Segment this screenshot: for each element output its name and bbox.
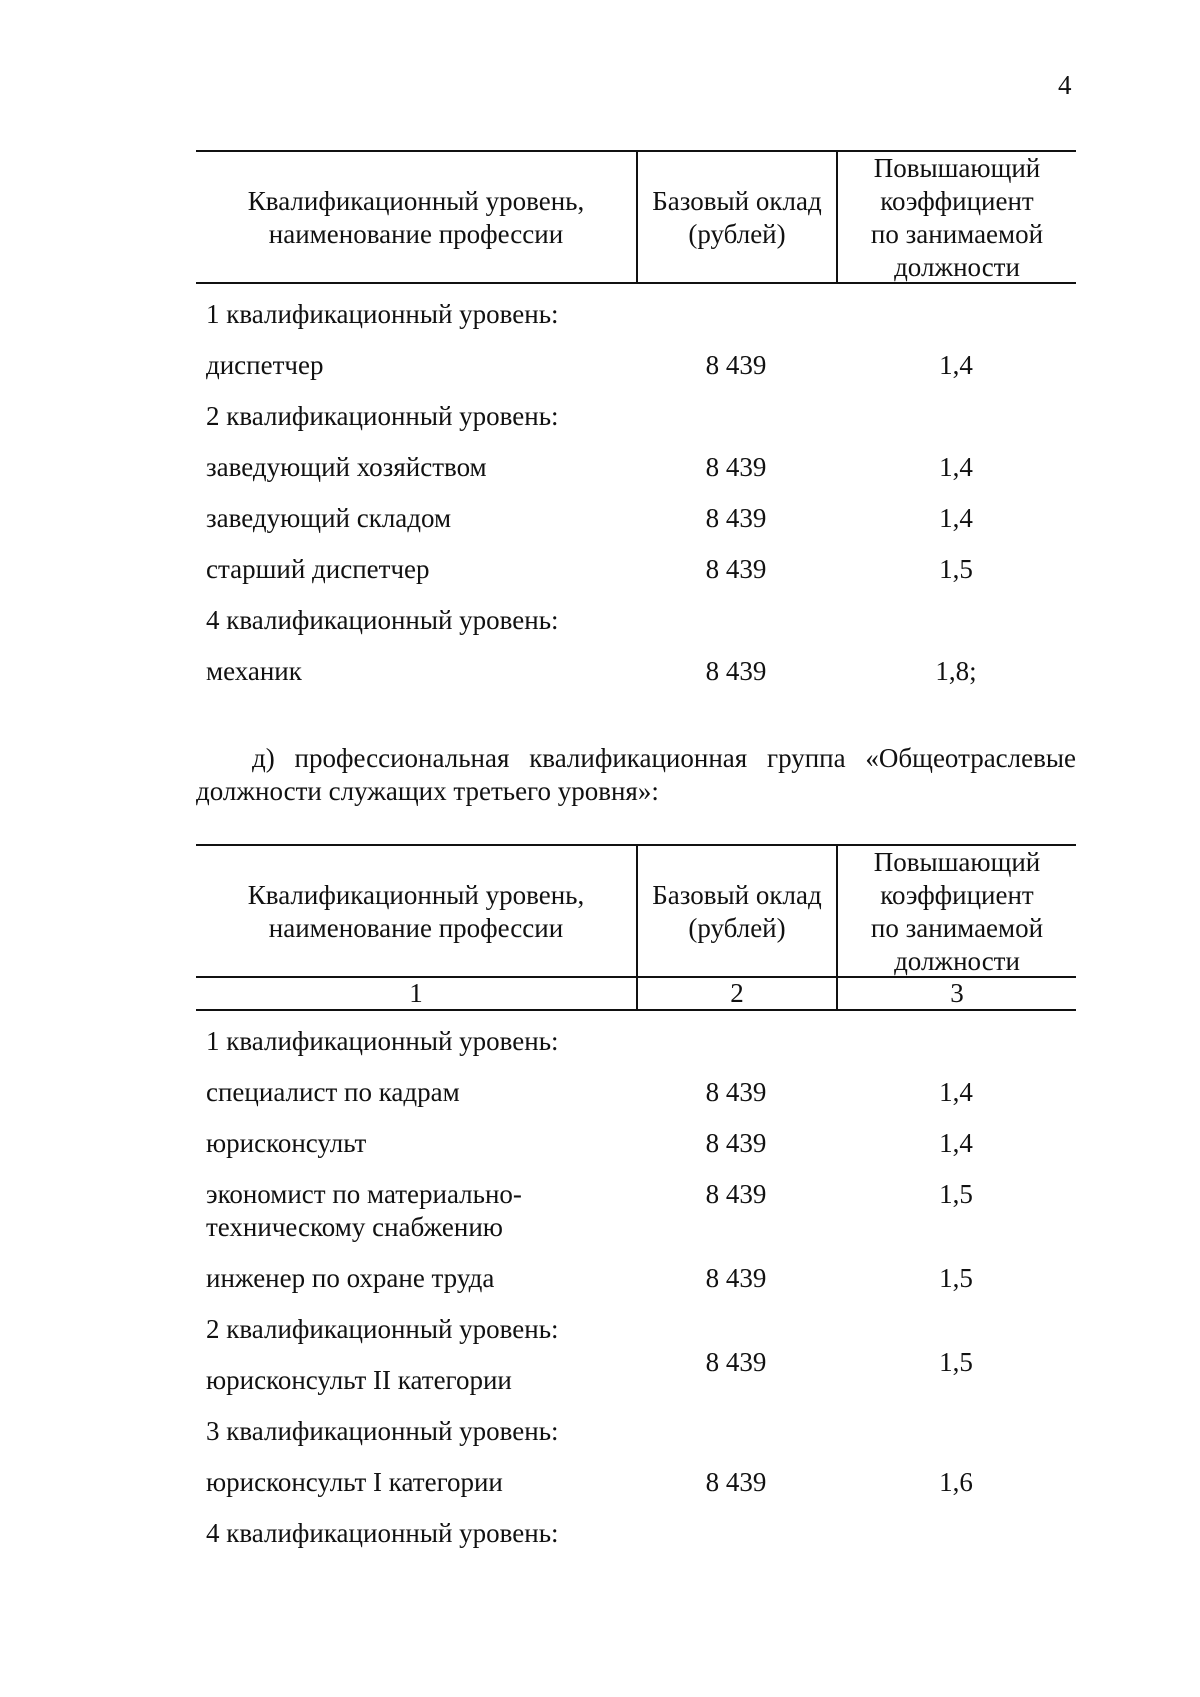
table-row xyxy=(196,502,1076,553)
row-salary xyxy=(636,298,836,349)
row-label-line: 2 квалификационный уровень: xyxy=(206,1314,559,1344)
row-label: 4 квалификационный уровень: xyxy=(206,605,559,635)
row-salary: 8 439 xyxy=(705,503,767,533)
column-number: 3 xyxy=(836,978,1076,1009)
table-row xyxy=(196,1262,1076,1313)
row-salary xyxy=(636,1517,836,1568)
row-salary: 8 439 xyxy=(705,452,767,482)
row-salary: 8 439 xyxy=(705,1077,767,1107)
row-salary: 8 439 xyxy=(705,1263,767,1293)
row-label: заведующий хозяйством xyxy=(206,452,487,482)
row-salary: 8 439 xyxy=(705,1467,767,1497)
header-text: Повышающий xyxy=(873,153,1041,183)
row-coefficient: 1,4 xyxy=(939,1077,973,1107)
row-salary: 8 439 xyxy=(705,1179,767,1209)
row-salary: 8 439 xyxy=(705,656,767,686)
column-numbers-row xyxy=(196,978,1076,1011)
page-number: 4 xyxy=(1058,70,1072,100)
table-row xyxy=(196,400,1076,451)
row-salary xyxy=(636,400,836,451)
table-row xyxy=(196,1127,1076,1178)
table-row xyxy=(196,349,1076,400)
row-coefficient xyxy=(836,298,1076,349)
row-coefficient: 1,5 xyxy=(939,1263,973,1293)
row-coefficient xyxy=(836,1517,1076,1568)
section-paragraph xyxy=(196,742,1076,808)
column-number: 1 xyxy=(409,978,423,1008)
row-salary xyxy=(636,1415,836,1466)
row-label xyxy=(196,1313,636,1415)
row-salary xyxy=(636,604,836,655)
row-coefficient: 1,4 xyxy=(939,350,973,380)
salary-table-1 xyxy=(196,150,1076,706)
row-salary: 8 439 xyxy=(705,1347,767,1377)
row-label: инженер по охране труда xyxy=(206,1263,495,1293)
paragraph-line: д) профессиональная квалификационная группа «Общеотраслевые xyxy=(252,743,1076,773)
table-row xyxy=(196,1025,1076,1076)
row-label: старший диспетчер xyxy=(206,554,430,584)
header-text: Квалификационный уровень, xyxy=(247,186,585,216)
row-label-line: экономист по материально- xyxy=(206,1179,522,1209)
row-label: 3 квалификационный уровень: xyxy=(206,1416,559,1446)
table-row xyxy=(196,1313,1076,1415)
row-coefficient: 1,4 xyxy=(939,503,973,533)
row-salary: 8 439 xyxy=(705,1128,767,1158)
row-label: специалист по кадрам xyxy=(206,1077,460,1107)
header-text: Квалификационный уровень, xyxy=(247,880,585,910)
row-label-line: техническому снабжению xyxy=(206,1212,503,1242)
header-text: Базовый оклад xyxy=(652,880,822,910)
table-header xyxy=(196,152,1076,284)
paragraph-line: должности служащих третьего уровня»: xyxy=(196,776,659,806)
row-label: 4 квалификационный уровень: xyxy=(206,1518,559,1548)
table-body xyxy=(196,284,1076,706)
salary-table-2 xyxy=(196,844,1076,1568)
row-label: диспетчер xyxy=(206,350,324,380)
table-row xyxy=(196,451,1076,502)
row-coefficient xyxy=(836,604,1076,655)
row-label: заведующий складом xyxy=(206,503,452,533)
row-label xyxy=(196,1178,636,1262)
table-body xyxy=(196,1011,1076,1568)
table-row xyxy=(196,553,1076,604)
row-coefficient: 1,4 xyxy=(939,1128,973,1158)
header-text: Базовый оклад xyxy=(652,186,822,216)
header-text: должности xyxy=(894,946,1020,976)
row-coefficient: 1,5 xyxy=(939,1179,973,1209)
row-coefficient xyxy=(836,1415,1076,1466)
row-label: механик xyxy=(206,656,302,686)
header-text: (рублей) xyxy=(688,913,786,943)
row-coefficient xyxy=(836,400,1076,451)
header-base-salary xyxy=(636,152,836,284)
header-text: (рублей) xyxy=(688,219,786,249)
header-text: по занимаемой xyxy=(870,219,1044,249)
header-text: коэффициент xyxy=(880,186,1034,216)
header-qualification-level xyxy=(196,152,636,284)
row-coefficient xyxy=(836,1025,1076,1076)
table-row xyxy=(196,1415,1076,1466)
header-text: Повышающий xyxy=(873,847,1041,877)
row-coefficient: 1,4 xyxy=(939,452,973,482)
row-coefficient: 1,6 xyxy=(939,1467,973,1497)
header-qualification-level xyxy=(196,846,636,978)
header-text: должности xyxy=(894,252,1020,282)
header-text: наименование профессии xyxy=(268,913,564,943)
table-row xyxy=(196,1076,1076,1127)
row-coefficient: 1,5 xyxy=(939,554,973,584)
row-label-line: юрисконсульт II категории xyxy=(206,1365,512,1395)
row-label: юрисконсульт I категории xyxy=(206,1467,503,1497)
header-coefficient xyxy=(836,152,1076,284)
row-coefficient: 1,5 xyxy=(939,1347,973,1377)
row-label: юрисконсульт xyxy=(206,1128,367,1158)
header-text: коэффициент xyxy=(880,880,1034,910)
table-row xyxy=(196,604,1076,655)
table-row xyxy=(196,1517,1076,1568)
row-label: 1 квалификационный уровень: xyxy=(206,1026,559,1056)
row-salary: 8 439 xyxy=(705,554,767,584)
table-row xyxy=(196,298,1076,349)
header-text: по занимаемой xyxy=(870,913,1044,943)
header-base-salary xyxy=(636,846,836,978)
row-salary xyxy=(636,1025,836,1076)
row-label: 1 квалификационный уровень: xyxy=(206,299,559,329)
table-row xyxy=(196,1178,1076,1262)
row-coefficient: 1,8; xyxy=(935,656,977,686)
table-row xyxy=(196,1466,1076,1517)
header-text: наименование профессии xyxy=(268,219,564,249)
row-label: 2 квалификационный уровень: xyxy=(206,401,559,431)
table-header xyxy=(196,846,1076,978)
row-salary: 8 439 xyxy=(705,350,767,380)
column-number: 2 xyxy=(636,978,836,1009)
header-coefficient xyxy=(836,846,1076,978)
table-row xyxy=(196,655,1076,706)
